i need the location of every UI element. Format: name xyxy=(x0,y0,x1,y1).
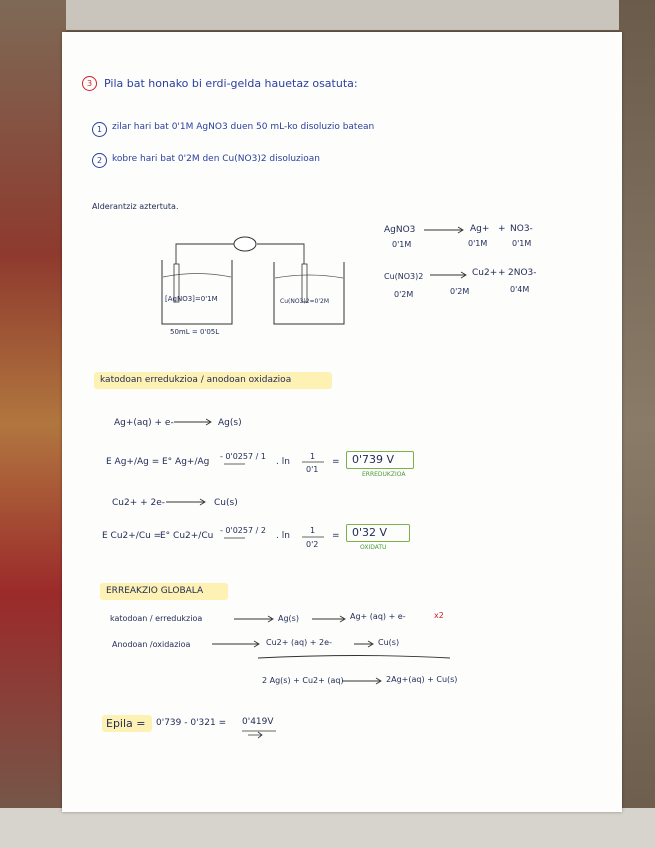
anodo-right: Cu(s) xyxy=(378,638,400,647)
half-cu-left: Cu2+ + 2e- xyxy=(112,498,166,508)
nernst-ag-lhs: E Ag+/Ag = xyxy=(106,457,160,467)
section2-heading: ERREAKZIO GLOBALA xyxy=(106,586,204,596)
background-top xyxy=(0,0,655,30)
background-left xyxy=(0,0,66,848)
epila-underline xyxy=(62,32,622,812)
nernst-ag-minus: - 0'0257 / 1 xyxy=(220,452,266,461)
epila-result: 0'419V xyxy=(242,717,274,727)
ag-conc-3: 0'1M xyxy=(512,239,532,248)
cu-conc-2: 0'2M xyxy=(450,287,470,296)
nernst-ag-e0: E° Ag+/Ag xyxy=(162,457,210,467)
global-left: 2 Ag(s) + Cu2+ (aq) xyxy=(262,676,344,685)
nernst-ag-tag: ERREDUKZIOA xyxy=(362,471,406,478)
nernst-cu-ln: . ln xyxy=(276,531,290,541)
katodo-mid: Ag(s) xyxy=(278,614,299,623)
cu-eq-right1: Cu2+ xyxy=(472,268,498,278)
diagram-caption: Alderantziz aztertuta. xyxy=(92,202,179,211)
nernst-cu-minus: - 0'0257 / 2 xyxy=(220,526,266,535)
left-beaker-label: [AgNO3]=0'1M xyxy=(165,295,218,303)
problem-title: Pila bat honako bi erdi-gelda hauetaz osatuta: xyxy=(104,77,358,90)
nernst-ag-eq: = xyxy=(332,457,340,467)
anodo-label: Anodoan /oxidazioa xyxy=(112,640,191,649)
ag-conc-2: 0'1M xyxy=(468,239,488,248)
half-ag-left: Ag+(aq) + e- xyxy=(114,418,174,428)
nernst-cu-eq: = xyxy=(332,531,340,541)
cu-eq-right2: 2NO3- xyxy=(508,268,537,278)
item-1-text: zilar hari bat 0'1M AgNO3 duen 50 mL-ko disoluzio batean xyxy=(112,122,375,132)
ag-conc-1: 0'1M xyxy=(392,240,412,249)
notebook-page xyxy=(62,32,622,812)
global-right: 2Ag+(aq) + Cu(s) xyxy=(386,675,458,684)
ag-eq-plus: + xyxy=(498,224,506,234)
nernst-ag-ln: . ln xyxy=(276,457,290,467)
cu-conc-1: 0'2M xyxy=(394,290,414,299)
ag-eq-right1: Ag+ xyxy=(470,224,490,234)
anodo-mid: Cu2+ (aq) + 2e- xyxy=(266,638,332,647)
item-2-text: kobre hari bat 0'2M den Cu(NO3)2 disoluzioan xyxy=(112,154,320,164)
background-bottom xyxy=(0,808,655,848)
cu-eq-left: Cu(NO3)2 xyxy=(384,272,424,281)
ag-eq-left: AgNO3 xyxy=(384,225,416,235)
ag-eq-right2: NO3- xyxy=(510,224,533,234)
item-2-number: 2 xyxy=(92,153,107,168)
nernst-ag-result: 0'739 V xyxy=(352,453,395,466)
item-1-number: 1 xyxy=(92,122,107,137)
katodo-right: Ag+ (aq) + e- xyxy=(350,612,406,621)
nernst-ag-num: 1 xyxy=(310,452,316,461)
epila-expr: 0'739 - 0'321 = xyxy=(156,718,227,728)
section1-heading: katodoan erredukzioa / anodoan oxidazioa xyxy=(100,375,292,385)
nernst-cu-lhs: E Cu2+/Cu = xyxy=(102,531,162,541)
nernst-ag-den: 0'1 xyxy=(306,465,319,474)
volume-note: 50mL = 0'05L xyxy=(170,328,220,336)
half-ag-right: Ag(s) xyxy=(218,418,242,428)
half-cu-right: Cu(s) xyxy=(214,498,238,508)
katodo-label: katodoan / erredukzioa xyxy=(110,614,203,623)
cu-conc-3: 0'4M xyxy=(510,285,530,294)
nernst-cu-num: 1 xyxy=(310,526,316,535)
nernst-cu-e0: E° Cu2+/Cu xyxy=(160,531,214,541)
nernst-cu-tag: OXIDATU xyxy=(360,544,387,551)
cu-eq-plus: + xyxy=(498,268,506,278)
right-beaker-label: Cu(NO3)2=0'2M xyxy=(280,298,330,305)
nernst-cu-result: 0'32 V xyxy=(352,526,388,539)
katodo-mult: x2 xyxy=(434,611,444,620)
background-right xyxy=(619,0,655,848)
epila-label: Epila = xyxy=(106,717,146,730)
problem-number: 3 xyxy=(82,76,97,91)
nernst-cu-den: 0'2 xyxy=(306,540,319,549)
